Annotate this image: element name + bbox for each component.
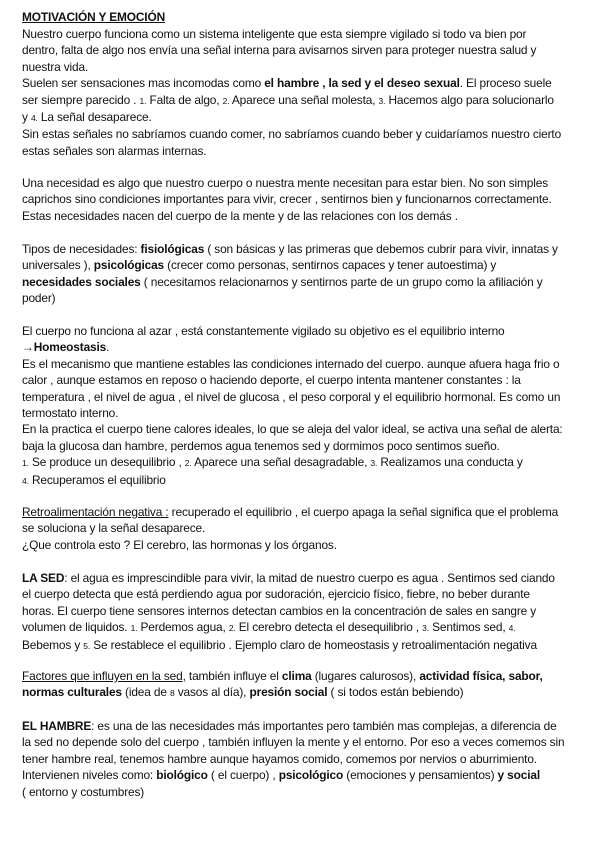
text-segment: el cuerpo detecta que está perdiendo agua por sudoración, ejercicio físico, fiebre, no beber durante [22, 587, 530, 602]
text-segment: nuestra vida. [22, 59, 89, 74]
text-line [22, 405, 582, 421]
text-segment: universales ), [22, 258, 94, 273]
text-line [22, 504, 582, 520]
document-title [22, 9, 582, 25]
text-segment: Hacemos algo para solucionarlo [385, 92, 554, 107]
text-line [22, 389, 582, 405]
bold-text: normas culturales [22, 685, 122, 700]
text-line [22, 784, 582, 800]
text-segment: ( entorno y costumbres) [22, 784, 145, 799]
list-number: 3. [378, 95, 386, 106]
text-line [22, 143, 582, 159]
text-segment: Realizamos una conducta y [377, 455, 523, 470]
text-segment: (emociones y pensamientos) [343, 768, 498, 783]
text-line [22, 274, 582, 290]
text-segment: Bebemos y [22, 637, 84, 652]
text-segment: Se produce un desequilibrio , [28, 455, 185, 470]
text-line [22, 241, 582, 257]
text-segment: El cerebro detecta el desequilibrio , [235, 620, 423, 635]
text-segment: recuperado el equilibrio , el cuerpo apaga la señal significa que el problema [168, 505, 559, 519]
text-line [22, 718, 582, 734]
text-line [22, 208, 582, 224]
text-line [22, 454, 582, 471]
text-line [22, 323, 582, 339]
text-line [22, 42, 582, 58]
text-segment: Una necesidad es algo que nuestro cuerpo o nuestra mente necesitan para estar bien. No son simples [22, 176, 548, 190]
bold-text: psicológico [278, 768, 344, 783]
hambre-paragraph [22, 718, 582, 800]
text-segment: Se restablece el equilibrio . Ejemplo claro de homeostasis y retroalimentación negativa [90, 637, 537, 652]
text-line [22, 290, 582, 306]
text-segment: vasos al día), [174, 685, 250, 700]
retroalimentacion-paragraph [22, 504, 582, 553]
text-line [22, 126, 582, 142]
list-number: 5. [83, 640, 91, 651]
list-number: 3. [422, 623, 429, 634]
text-segment: Sin estas señales no sabríamos cuando comer, no sabríamos cuando beber y cuidaríamos nuestro cierto [22, 127, 562, 142]
text-segment: (lugares calurosos), [311, 669, 420, 683]
text-line [22, 767, 582, 783]
bold-text: EL HAMBRE [22, 719, 92, 733]
text-line [22, 734, 582, 750]
text-segment: La señal desaparece. [37, 110, 152, 125]
text-segment: horas. El cuerpo tiene sensores internos detectan cambios en la concentración de sales en sangre y [22, 603, 537, 618]
text-segment: : el agua es imprescindible para vivir, la mitad de nuestro cuerpo es agua . Sentimos sed ciando [64, 571, 555, 585]
text-segment: Nuestro cuerpo funciona como un sistema inteligente que esta siempre vigilado si todo va bien por [22, 27, 527, 41]
text-segment: estas señales son alarmas internas. [22, 143, 207, 158]
list-number: 2. [222, 95, 230, 106]
text-segment: poder) [22, 291, 56, 306]
text-line [22, 59, 582, 75]
text-segment: ser siempre parecido . [22, 92, 140, 107]
text-segment: . [106, 340, 110, 355]
bold-text: LA SED [22, 571, 65, 585]
text-line [22, 339, 582, 355]
text-segment: ( si todos están bebiendo) [327, 685, 464, 700]
text-line [22, 356, 582, 372]
list-number: 3. [370, 458, 378, 469]
text-segment: Suelen ser sensaciones mas incomodas como [22, 76, 265, 91]
factores-paragraph [22, 668, 582, 702]
text-line [22, 109, 582, 126]
text-line [22, 175, 582, 191]
text-segment: ( necesitamos relacionarnos y sentirnos parte de un grupo como la afiliación y [140, 274, 543, 289]
text-line [22, 257, 582, 273]
title-text: MOTIVACIÓN Y EMOCIÓN [22, 10, 166, 24]
bold-text: el hambre , la sed y el deseo sexual [264, 76, 460, 91]
text-segment: Es el mecanismo que mantiene estables las condiciones internado del cuerpo. aunque afuera haga frio o [22, 356, 560, 371]
text-segment: calor , aunque estamos en reposo o haciendo deporte, el cuerpo intenta mantener constantes : la [22, 373, 521, 388]
text-line [22, 26, 582, 42]
text-line [22, 668, 582, 684]
text-line [22, 472, 582, 489]
text-segment: Intervienen niveles como: [22, 768, 157, 783]
underlined-text: Retroalimentación negativa : [22, 505, 169, 519]
bold-text: clima [281, 669, 312, 683]
text-line [22, 92, 582, 109]
text-segment: El cuerpo no funciona al azar , está constantemente vigilado su objetivo es el equilibrio interno [22, 324, 505, 338]
intro-paragraph [22, 26, 582, 159]
list-number: 4. [22, 475, 29, 486]
text-line [22, 372, 582, 388]
text-segment: baja la glucosa dan hambre, perdemos agua tenemos sed y dormimos poco sentimos sueño. [22, 438, 500, 453]
text-segment: se soluciona y la señal desaparece. [22, 521, 206, 536]
text-line [22, 637, 582, 654]
list-number: 4. [30, 113, 38, 124]
list-number: 1. [130, 623, 138, 634]
text-segment: también influye el [185, 669, 282, 683]
text-line [22, 537, 582, 553]
text-segment: Sentimos sed, [428, 620, 509, 635]
text-segment: volumen de liquidos. [22, 620, 131, 635]
list-number: 4. [508, 623, 516, 634]
text-segment: (crecer como personas, sentirnos capaces y tener autoestima) y [164, 258, 497, 273]
bold-text: necesidades sociales [22, 274, 141, 289]
text-line [22, 421, 582, 437]
list-number: 1. [22, 458, 29, 469]
text-segment: (idea de [121, 685, 170, 700]
homeostasis-paragraph [22, 323, 582, 489]
text-line [22, 438, 582, 454]
text-segment: Falta de algo, [146, 92, 223, 107]
text-segment: tener hambre real, tenemos hambre aunque hayamos comido, comemos por nervios o aburrimiento. [22, 751, 537, 766]
text-line [22, 603, 582, 619]
text-segment: ¿Que controla esto ? El cerebro, las hormonas y los órganos. [22, 537, 337, 552]
tipos-paragraph [22, 241, 582, 307]
text-line [22, 751, 582, 767]
bold-text: presión social [249, 685, 328, 700]
bold-text: actividad física, sabor, [419, 669, 543, 683]
text-segment: : es una de las necesidades más importantes pero también mas complejas, a diferencia de [91, 719, 557, 733]
sed-paragraph [22, 570, 582, 654]
text-segment: caprichos sino condiciones importantes para vivir, crecer , sentirnos bien y funcionarnos correctamente. [22, 192, 552, 207]
bold-text: y social [497, 768, 540, 783]
text-segment: Estas necesidades nacen del cuerpo de la mente y de las relaciones con los demás . [22, 208, 458, 223]
text-segment: En la practica el cuerpo tiene calores ideales, lo que se aleja del valor ideal, se activa una señal de alerta: [22, 422, 563, 437]
list-number: 8 [169, 688, 175, 699]
text-segment: . El proceso suele [459, 76, 552, 91]
text-line [22, 586, 582, 602]
text-segment: ( el cuerpo) , [207, 768, 279, 783]
text-line [22, 619, 582, 636]
text-segment: ( son básicas y las primeras que debemos cubrir para vivir, innatas y [204, 242, 558, 256]
text-line [22, 191, 582, 207]
text-segment: Tipos de necesidades: [22, 242, 141, 256]
text-line [22, 684, 582, 701]
text-segment: termostato interno. [22, 406, 119, 421]
text-segment: la sed no depende solo del cuerpo , también influyen la mente y el entorno. Por eso a veces comemos sin [22, 735, 565, 750]
text-segment: Aparece una señal desagradable, [191, 455, 371, 470]
text-line [22, 520, 582, 536]
list-number: 2. [228, 623, 236, 634]
bold-text: biológico [156, 768, 208, 783]
text-segment: temperatura , el nivel de agua , el nivel de glucosa , el peso corporal y el equilibrio hormonal. Es como un [22, 389, 561, 404]
list-number: 2. [184, 458, 192, 469]
text-segment: dentro, falta de algo nos envía una señal interna para avisarnos sirven para proteger nuestra salud y [22, 43, 537, 58]
list-number: 1. [139, 95, 147, 106]
text-segment: y [22, 110, 31, 125]
bold-text: →Homeostasis [22, 340, 107, 355]
bold-text: psicológicas [93, 258, 164, 273]
text-line [22, 570, 582, 586]
text-segment: Aparece una señal molesta, [229, 92, 379, 107]
text-segment: Perdemos agua, [137, 620, 229, 635]
text-segment: Recuperamos el equilibrio [28, 472, 166, 487]
text-line [22, 75, 582, 91]
bold-text: fisiológicas [140, 242, 205, 256]
necesidad-paragraph [22, 175, 582, 224]
underlined-text: Factores que influyen en la sed, [22, 669, 186, 683]
